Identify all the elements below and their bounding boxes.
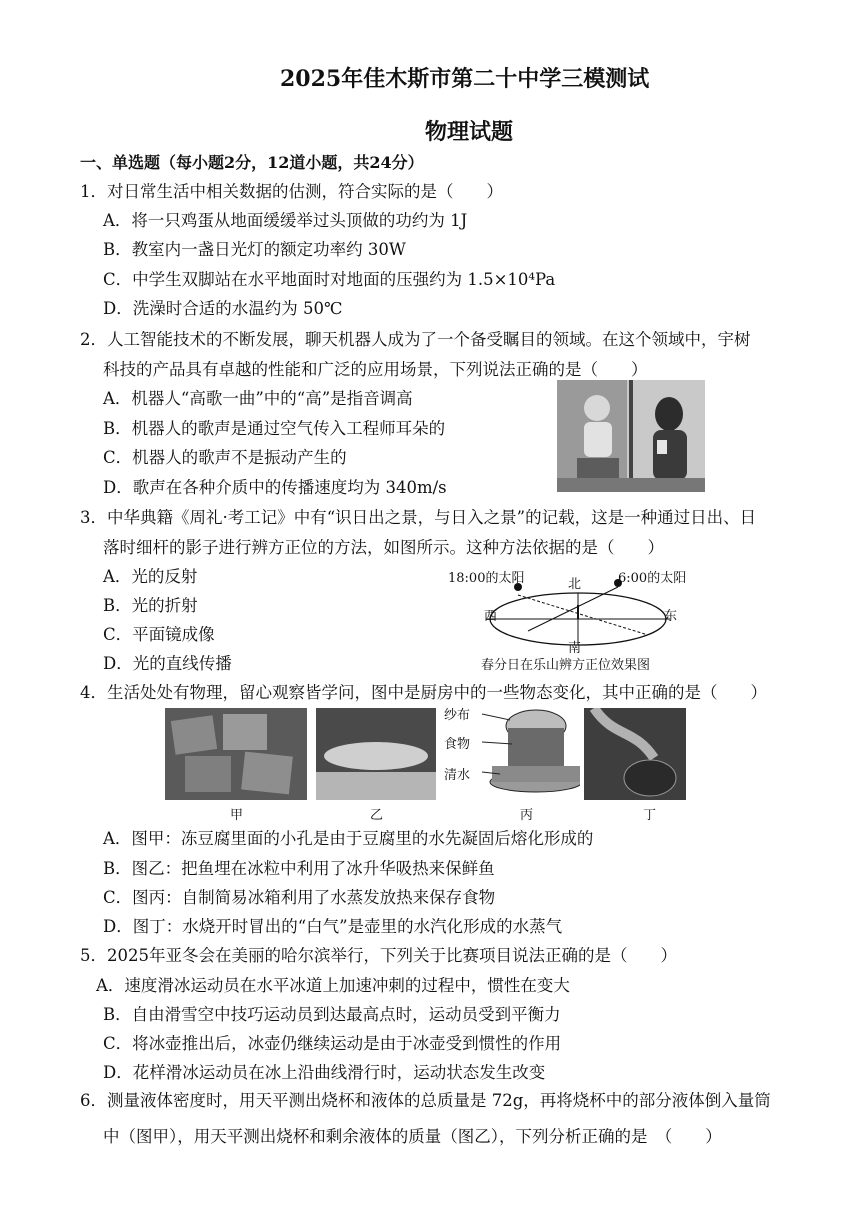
fig-label-ding: 丁 xyxy=(643,808,657,823)
question-1-stem: 1．对日常生活中相关数据的估测，符合实际的是（ ） xyxy=(80,182,503,201)
question-5-stem: 5．2025年亚冬会在美丽的哈尔滨举行，下列关于比赛项目说法正确的是（ ） xyxy=(80,946,677,965)
section-heading: 一、单选题（每小题2分，12道小题，共24分） xyxy=(80,153,424,172)
label-gauze: 纱布 xyxy=(444,708,471,723)
robot-photo xyxy=(557,380,705,492)
q4-option-b: B．图乙：把鱼埋在冰粒中利用了冰升华吸热来保鲜鱼 xyxy=(103,859,495,878)
question-3-stem-line2: 落时细杆的影子进行辨方正位的方法，如图所示。这种方法依据的是（ ） xyxy=(103,538,664,557)
q3-option-d: D．光的直线传播 xyxy=(103,654,232,673)
q4-option-c: C．图丙：自制简易冰箱利用了水蒸发放热来保存食物 xyxy=(103,888,496,907)
q5-option-b: B．自由滑雪空中技巧运动员到达最高点时，运动员受到平衡力 xyxy=(103,1005,561,1024)
fig-label-bing: 丙 xyxy=(520,808,534,823)
simple-fridge-figure xyxy=(440,700,580,804)
frozen-tofu-photo xyxy=(165,708,307,800)
q5-option-a: A．速度滑冰运动员在水平冰道上加速冲刺的过程中，惯性在变大 xyxy=(96,976,570,995)
q1-option-a: A．将一只鸡蛋从地面缓缓举过头顶做的功约为 1J xyxy=(103,211,468,230)
label-east: 东 xyxy=(664,609,678,624)
fig-label-yi: 乙 xyxy=(370,808,384,823)
q2-option-a: A．机器人“高歌一曲”中的“高”是指音调高 xyxy=(103,389,413,408)
q1-option-c: C．中学生双脚站在水平地面时对地面的压强约为 1.5×10⁴Pa xyxy=(103,270,556,289)
q5-option-c: C．将冰壶推出后，冰壶仍继续运动是由于冰壶受到惯性的作用 xyxy=(103,1034,562,1053)
question-6-stem-line1: 6．测量液体密度时，用天平测出烧杯和液体的总质量是 72g，再将烧杯中的部分液体倒入量筒 xyxy=(80,1091,771,1110)
label-food: 食物 xyxy=(444,737,471,752)
exam-title: 2025年佳木斯市第二十中学三模测试 xyxy=(280,66,650,92)
q2-option-b: B．机器人的歌声是通过空气传入工程师耳朵的 xyxy=(103,419,446,438)
question-6-stem-line2: 中（图甲），用天平测出烧杯和剩余液体的质量（图乙），下列分析正确的是 （ ） xyxy=(103,1127,722,1146)
label-north: 北 xyxy=(568,577,582,592)
question-3-stem-line1: 3．中华典籍《周礼·考工记》中有“识日出之景，与日入之景”的记载，这是一种通过日出、日 xyxy=(80,508,757,527)
question-2-stem-line2: 科技的产品具有卓越的性能和广泛的应用场景，下列说法正确的是（ ） xyxy=(103,360,648,379)
q2-option-d: D．歌声在各种介质中的传播速度均为 340m/s xyxy=(103,478,447,497)
q5-option-d: D．花样滑冰运动员在冰上沿曲线滑行时，运动状态发生改变 xyxy=(103,1063,546,1082)
sun-diagram-caption: 春分日在乐山辨方正位效果图 xyxy=(481,658,651,673)
q4-option-a: A．图甲：冻豆腐里面的小孔是由于豆腐里的水先凝固后熔化形成的 xyxy=(103,829,594,848)
kettle-steam-photo xyxy=(584,708,686,800)
label-west: 西 xyxy=(484,609,498,624)
q1-option-d: D．洗澡时合适的水温约为 50℃ xyxy=(103,299,343,318)
q2-option-c: C．机器人的歌声不是振动产生的 xyxy=(103,448,347,467)
fish-on-ice-photo xyxy=(316,708,436,800)
q3-option-a: A．光的反射 xyxy=(103,567,198,586)
label-south: 南 xyxy=(568,641,582,656)
exam-subtitle: 物理试题 xyxy=(425,119,514,145)
q3-option-c: C．平面镜成像 xyxy=(103,625,215,644)
fig-label-jia: 甲 xyxy=(230,808,244,823)
label-sun-6: 6:00的太阳 xyxy=(618,571,687,586)
q1-option-b: B．教室内一盏日光灯的额定功率约 30W xyxy=(103,240,406,259)
q4-option-d: D．图丁：水烧开时冒出的“白气”是壶里的水汽化形成的水蒸气 xyxy=(103,917,563,936)
question-4-stem: 4．生活处处有物理，留心观察皆学问，图中是厨房中的一些物态变化，其中正确的是（ ） xyxy=(80,683,767,702)
label-sun-18: 18:00的太阳 xyxy=(448,571,525,586)
question-2-stem-line1: 2．人工智能技术的不断发展，聊天机器人成为了一个备受瞩目的领域。在这个领域中，宇树 xyxy=(80,330,751,349)
label-water: 清水 xyxy=(444,768,471,783)
q3-option-b: B．光的折射 xyxy=(103,596,198,615)
